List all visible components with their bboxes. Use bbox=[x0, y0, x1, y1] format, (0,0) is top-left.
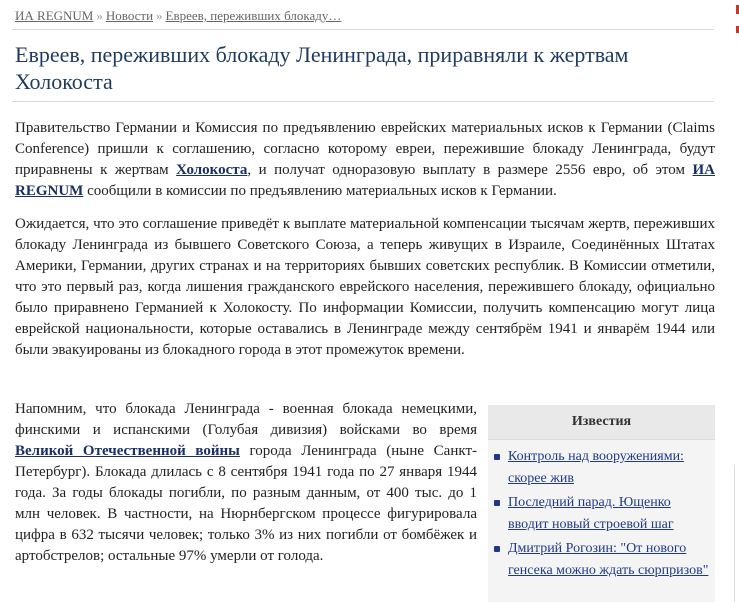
paragraph-text: Правительство Германии и Комиссия по предъявлению еврейских материальных исков к Германии (Claims Conference) пришли к соглашению, согласно которому евреи, пережившие блокаду Ленинграда, будут приравнены к жертвам bbox=[15, 120, 715, 178]
article-paragraph-2: Ожидается, что это соглашение приведёт к выплате материальной компенсации тысячам жертв, переживших блокаду Ленинграда из бывшего Советского Союза, а теперь живущих в Израиле, Соединённых Штатах Америки, Германии, других странах и на территориях бывших советских республик. В Комиссии отметили, что это первый раз, когда лишения гражданского еврейского населения, пережившего блокаду, официально было приравнено Германией к Холокосту. По информации Комиссии, получить компенсацию могут лица еврейской национальности, которые оставались в Ленинграде между сентябрём 1941 и январём 1944 или были эвакуированы из блокадного города в этот промежуток времени. bbox=[15, 216, 715, 358]
article-paragraph-1 bbox=[15, 118, 715, 202]
breadcrumb bbox=[15, 8, 341, 24]
sidebar-link-last-parade[interactable]: Последний парад. Ющенко вводит новый строевой шаг bbox=[508, 495, 674, 532]
breadcrumb-section-link[interactable]: Новости bbox=[105, 8, 154, 23]
header-divider bbox=[12, 29, 714, 30]
paragraph-text: города Ленинграда (ныне Санкт-Петербург). Блокада длилась с 8 сентября 1941 года по 27 января 1944 года. За годы блокады погибли, по разным данным, от 400 тыс. до 1 млн человек. В частности, на Нюрнбергском процессе фигурировала цифра в 632 тысячи человек; только 3% из них погибли от бомбёжек и артобстрелов; остальные 97% умерли от голода. bbox=[15, 443, 477, 564]
bullet-icon bbox=[494, 454, 500, 460]
breadcrumb-home-link[interactable]: ИА REGNUM bbox=[15, 8, 94, 23]
title-divider bbox=[12, 101, 714, 102]
bullet-icon bbox=[494, 500, 500, 506]
page-title: Евреев, переживших блокаду Ленинграда, приравняли к жертвам Холокоста bbox=[15, 42, 629, 94]
paragraph-text: , и получат одноразовую выплату в размере 2556 евро, об этом bbox=[247, 162, 693, 178]
breadcrumb-separator: » bbox=[156, 8, 163, 23]
paragraph-text: Напомним, что блокада Ленинграда - военная блокада немецкими, финскими и испанскими (Голубая дивизия) войсками во время bbox=[15, 401, 477, 438]
holocaust-link[interactable]: Холокоста bbox=[176, 162, 248, 178]
news-sidebar bbox=[488, 405, 715, 602]
sidebar-heading: Известия bbox=[488, 405, 715, 440]
paragraph-text: сообщили в комиссии по предъявлению материальных исков к Германии. bbox=[83, 183, 557, 199]
great-patriotic-war-link[interactable]: Великой Отечественной войны bbox=[15, 443, 240, 459]
edge-divider bbox=[734, 465, 735, 602]
sidebar-item bbox=[494, 538, 709, 582]
bullet-icon bbox=[494, 546, 500, 552]
sidebar-item bbox=[494, 446, 709, 490]
sidebar-list bbox=[488, 440, 715, 582]
breadcrumb-separator: » bbox=[96, 8, 103, 23]
sidebar-link-arms-control[interactable]: Контроль над вооружениями: скорее жив bbox=[508, 449, 684, 486]
regnum-link[interactable]: ИА REGNUM bbox=[15, 162, 715, 199]
article-paragraph-3 bbox=[15, 399, 477, 567]
breadcrumb-current-link[interactable]: Евреев, переживших блокаду… bbox=[165, 8, 342, 23]
sidebar-item bbox=[494, 492, 709, 536]
sidebar-link-rogozin[interactable]: Дмитрий Рогозин: "От нового генсека можно ждать сюрпризов" bbox=[508, 541, 709, 578]
